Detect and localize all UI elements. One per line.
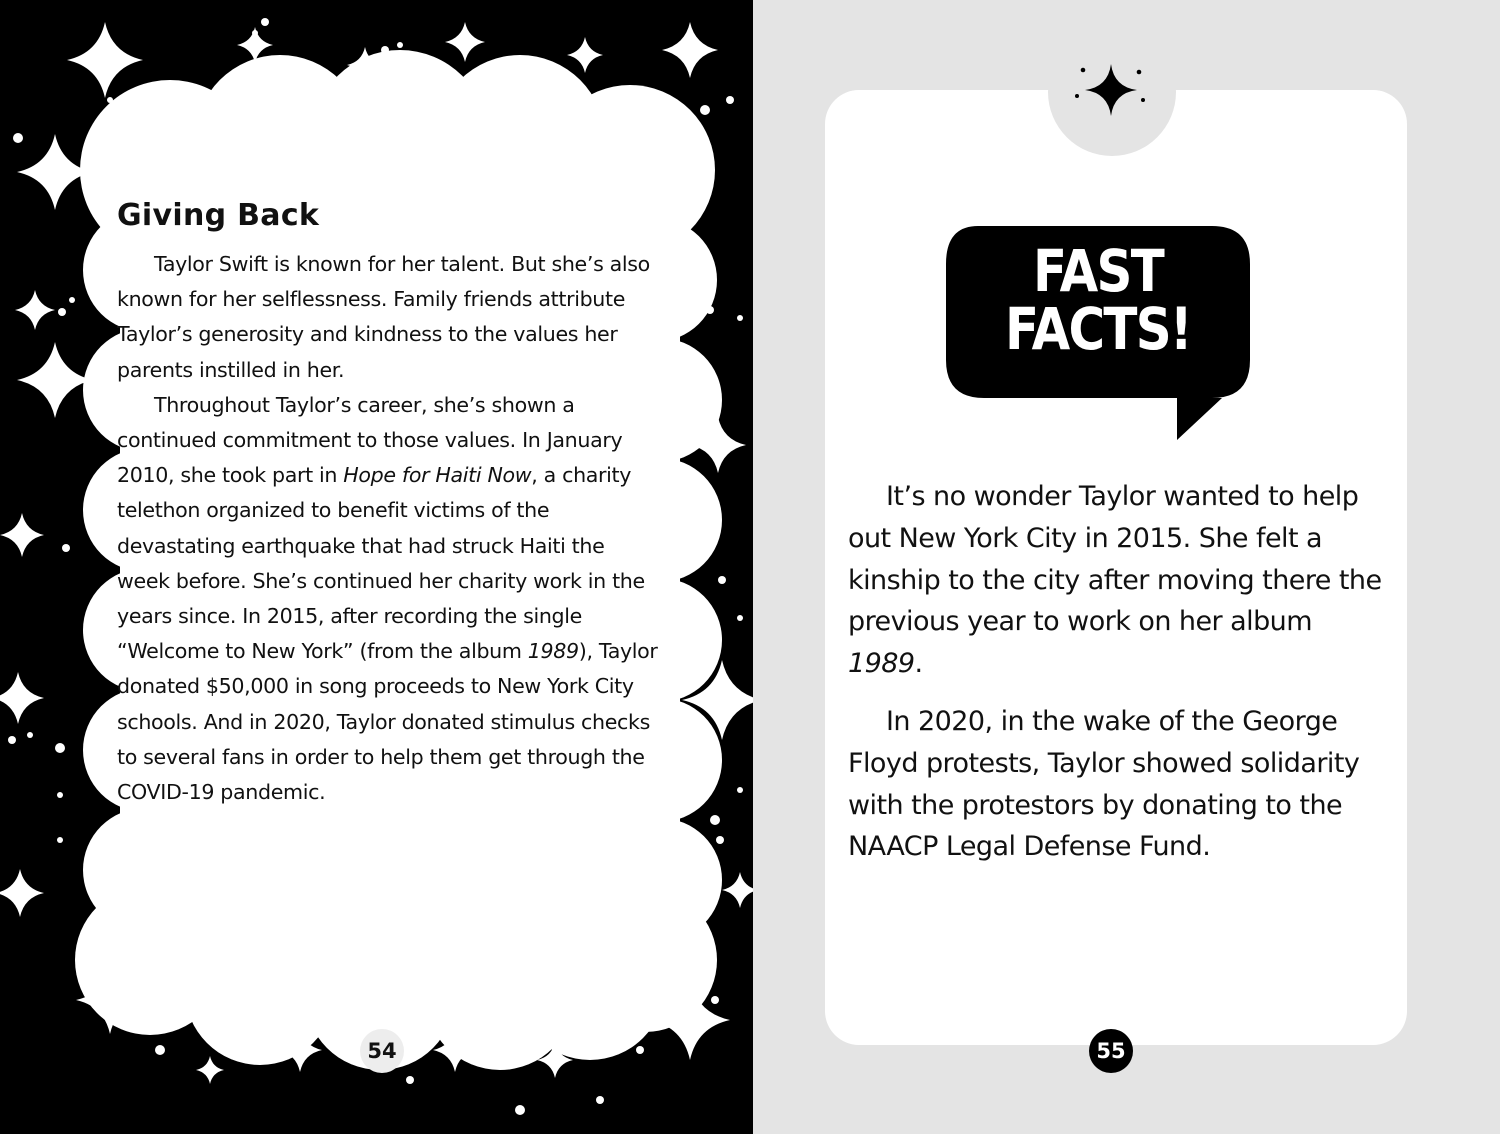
album-title: 1989	[527, 639, 579, 664]
left-article	[117, 198, 662, 810]
fact-paragraph-2: In 2020, in the wake of the George Floyd protests, Taylor showed solidarity with the protestors by donating to the NAACP Legal Defense Fund.	[848, 705, 1360, 863]
page-number-right: 55	[1089, 1029, 1133, 1073]
album-title: 1989	[848, 648, 915, 680]
body-paragraph-1: Taylor Swift is known for her talent. But she’s also known for her selflessness. Family friends attribute Taylor’s generosity and kindness to the values her parents instilled in her.	[117, 252, 650, 382]
fast-facts-label: FAST FACTS!	[1005, 237, 1191, 363]
page-number-left: 54	[360, 1029, 404, 1073]
sparkle-star-icon	[1073, 58, 1149, 122]
section-heading: Giving Back	[117, 198, 320, 233]
fact-paragraph-1: It’s no wonder Taylor wanted to help out New York City in 2015. She felt a kinship to the city after moving there the previous year to work on her album 1989.	[848, 481, 1382, 680]
right-facts	[848, 476, 1388, 884]
telethon-title: Hope for Haiti Now	[343, 463, 532, 488]
body-paragraph-2: Throughout Taylor’s career, she’s shown a continued commitment to those values. In January 2010, she took part in Hope for Haiti Now, a charity telethon organized to benefit victims of the devastating earthquake that had struck Haiti the week before. She’s continued her charity work in the years since. In 2015, after recording the single “Welcome to New York” (from the album 1989), Taylor donated $50,000 in song proceeds to New York City schools. And in 2020, Taylor donated stimulus checks to several fans in order to help them get through the COVID-19 pandemic.	[117, 392, 658, 805]
